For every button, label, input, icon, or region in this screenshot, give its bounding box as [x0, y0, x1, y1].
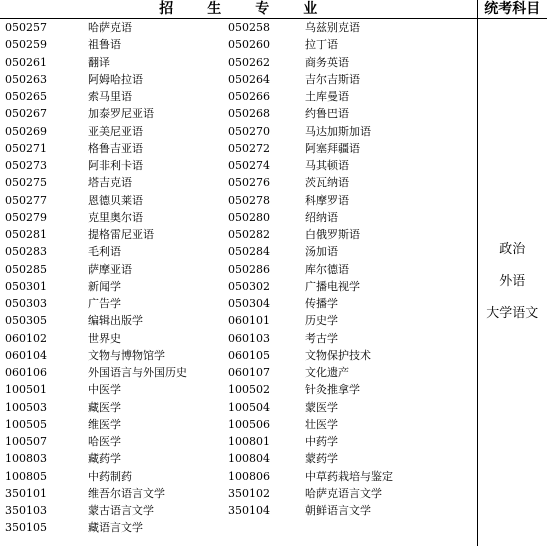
major-name: 文化遗产	[305, 366, 349, 379]
subjects-cell	[477, 19, 547, 546]
major-name: 蒙医学	[305, 400, 338, 414]
major-code: 100801	[228, 435, 270, 448]
major-code: 100501	[5, 383, 47, 397]
major-name: 中草药栽培与鉴定	[305, 469, 393, 483]
major-code: 050279	[5, 210, 47, 224]
major-name: 广播电视学	[305, 279, 360, 293]
major-code: 050268	[228, 107, 270, 121]
major-name: 文物与博物馆学	[88, 348, 165, 362]
table-row	[0, 88, 477, 105]
major-code: 050261	[5, 55, 47, 69]
major-code: 050273	[5, 159, 47, 172]
major-name: 提格雷尼亚语	[88, 228, 154, 241]
table-row	[0, 209, 477, 226]
major-name: 萨摩亚语	[88, 262, 132, 276]
major-name: 维吾尔语言文学	[88, 486, 165, 500]
major-name: 哈医学	[88, 435, 121, 448]
major-code: 100502	[228, 383, 270, 397]
subject-item: 大学语文	[486, 306, 539, 321]
table-row	[0, 347, 477, 364]
table-row	[0, 364, 477, 381]
major-name: 毛利语	[88, 245, 121, 259]
major-name: 哈萨克语言文学	[305, 486, 382, 500]
major-name: 针灸推拿学	[305, 383, 360, 397]
major-code: 050302	[228, 279, 270, 293]
table-row	[0, 261, 477, 278]
major-code: 050281	[5, 228, 47, 241]
major-code: 060107	[228, 366, 270, 379]
major-code: 050305	[5, 314, 47, 328]
table-row	[0, 433, 477, 450]
major-name: 文物保护技术	[305, 348, 371, 362]
major-code: 050271	[5, 141, 47, 155]
major-name: 中医学	[88, 383, 121, 397]
major-name: 白俄罗斯语	[305, 228, 360, 241]
major-code: 050269	[5, 124, 47, 138]
major-name	[305, 519, 477, 536]
table-row	[0, 36, 477, 53]
major-code: 050304	[228, 297, 270, 310]
major-code: 060102	[5, 331, 47, 345]
major-code: 100805	[5, 469, 47, 483]
table-row	[0, 416, 477, 433]
major-name: 广告学	[88, 297, 121, 310]
major-code: 100803	[5, 452, 47, 466]
major-name: 马达加斯加语	[305, 124, 371, 138]
major-name: 塔吉克语	[88, 176, 132, 190]
table-row	[0, 330, 477, 347]
table-row	[0, 54, 477, 71]
major-name: 祖鲁语	[88, 38, 121, 52]
major-code: 050266	[228, 90, 270, 103]
major-name: 拉丁语	[305, 38, 338, 52]
major-name: 壮医学	[305, 417, 338, 431]
table-row	[0, 71, 477, 88]
major-name: 藏药学	[88, 452, 121, 466]
major-name: 世界史	[88, 331, 121, 345]
table-row	[0, 140, 477, 157]
table-row	[0, 485, 477, 502]
major-code: 100504	[228, 400, 270, 414]
major-code: 100806	[228, 469, 270, 483]
major-name: 阿姆哈拉语	[88, 72, 143, 86]
major-name: 吉尔吉斯语	[305, 72, 360, 86]
header-subjects-title: 统考科目	[477, 0, 547, 19]
major-list-cell	[0, 19, 477, 546]
major-name: 阿塞拜疆语	[305, 141, 360, 155]
major-name: 藏医学	[88, 400, 121, 414]
major-code: 050262	[228, 55, 270, 69]
table-row	[0, 105, 477, 122]
table-row	[0, 243, 477, 260]
major-code: 050283	[5, 245, 47, 259]
major-name: 蒙药学	[305, 452, 338, 466]
table-row	[0, 468, 477, 485]
major-name: 土库曼语	[305, 90, 349, 103]
major-name: 中药制药	[88, 469, 132, 483]
table-row	[0, 157, 477, 174]
major-code: 050275	[5, 176, 47, 190]
table-row	[0, 450, 477, 467]
major-code: 060106	[5, 366, 47, 379]
table-row	[0, 295, 477, 312]
major-code: 050259	[5, 38, 47, 52]
major-name: 历史学	[305, 314, 338, 328]
major-code: 050280	[228, 210, 270, 224]
table-row	[0, 174, 477, 191]
major-code: 050303	[5, 297, 47, 310]
major-name: 传播学	[305, 297, 338, 310]
major-list	[0, 19, 477, 537]
major-name: 阿非利卡语	[88, 159, 143, 172]
major-code: 100506	[228, 417, 270, 431]
major-code: 050282	[228, 228, 270, 241]
table-row	[0, 123, 477, 140]
major-name: 亚美尼亚语	[88, 124, 143, 138]
major-name: 翻译	[88, 55, 110, 69]
major-name: 克里奥尔语	[88, 210, 143, 224]
major-name: 新闻学	[88, 279, 121, 293]
major-name: 商务英语	[305, 55, 349, 69]
major-name: 马其顿语	[305, 159, 349, 172]
table-row	[0, 381, 477, 398]
major-code: 100804	[228, 452, 270, 466]
major-code: 050276	[228, 176, 270, 190]
major-name: 汤加语	[305, 245, 338, 259]
major-code: 060105	[228, 348, 270, 362]
major-code: 050285	[5, 262, 47, 276]
major-code: 060103	[228, 331, 270, 345]
major-code: 050284	[228, 245, 270, 259]
table-row	[0, 19, 477, 36]
major-code	[225, 519, 305, 536]
major-code: 050274	[228, 159, 270, 172]
major-name: 哈萨克语	[88, 21, 132, 34]
subject-item: 外语	[499, 274, 526, 289]
major-code: 050277	[5, 193, 47, 207]
major-name: 恩德贝莱语	[88, 193, 143, 207]
major-code: 350101	[5, 486, 47, 500]
table-row	[0, 502, 477, 519]
major-code: 050270	[228, 124, 270, 138]
major-name: 库尔德语	[305, 262, 349, 276]
major-name: 编辑出版学	[88, 314, 143, 328]
major-name: 朝鲜语言文学	[305, 504, 371, 517]
major-name: 蒙古语言文学	[88, 504, 154, 517]
major-name: 考古学	[305, 331, 338, 345]
major-name: 外国语言与外国历史	[88, 366, 187, 379]
major-name: 乌兹别克语	[305, 21, 360, 34]
major-name: 科摩罗语	[305, 193, 349, 207]
major-code: 350102	[228, 486, 270, 500]
major-code: 050258	[228, 21, 270, 34]
header-major-title: 招生专业	[0, 0, 477, 19]
major-name: 维医学	[88, 417, 121, 431]
table-row	[0, 519, 477, 536]
major-code: 050286	[228, 262, 270, 276]
major-code: 050272	[228, 141, 270, 155]
table-row	[0, 312, 477, 329]
major-code: 100503	[5, 400, 47, 414]
major-name: 约鲁巴语	[305, 107, 349, 121]
major-code: 350103	[5, 504, 47, 517]
major-code: 060104	[5, 348, 47, 362]
major-name: 中药学	[305, 435, 338, 448]
major-code: 350105	[5, 521, 47, 535]
table-row	[0, 399, 477, 416]
major-code: 050267	[5, 107, 47, 121]
major-name: 索马里语	[88, 90, 132, 103]
table-row	[0, 278, 477, 295]
major-code: 100507	[5, 435, 47, 448]
major-name: 加泰罗尼亚语	[88, 107, 154, 121]
major-name: 格鲁吉亚语	[88, 141, 143, 155]
major-code: 050257	[5, 21, 47, 34]
major-name: 藏语言文学	[88, 521, 143, 535]
major-code: 050260	[228, 38, 270, 52]
major-code: 060101	[228, 314, 270, 328]
table-row	[0, 226, 477, 243]
major-code: 350104	[228, 504, 270, 517]
subject-item: 政治	[499, 242, 526, 257]
major-name: 茨瓦纳语	[305, 176, 349, 190]
major-code: 100505	[5, 417, 47, 431]
major-code: 050265	[5, 90, 47, 103]
major-name: 绍纳语	[305, 210, 338, 224]
major-code: 050278	[228, 193, 270, 207]
major-code: 050301	[5, 279, 47, 293]
subjects-list	[478, 234, 547, 330]
major-code: 050264	[228, 72, 270, 86]
major-code: 050263	[5, 72, 47, 86]
table-row	[0, 192, 477, 209]
